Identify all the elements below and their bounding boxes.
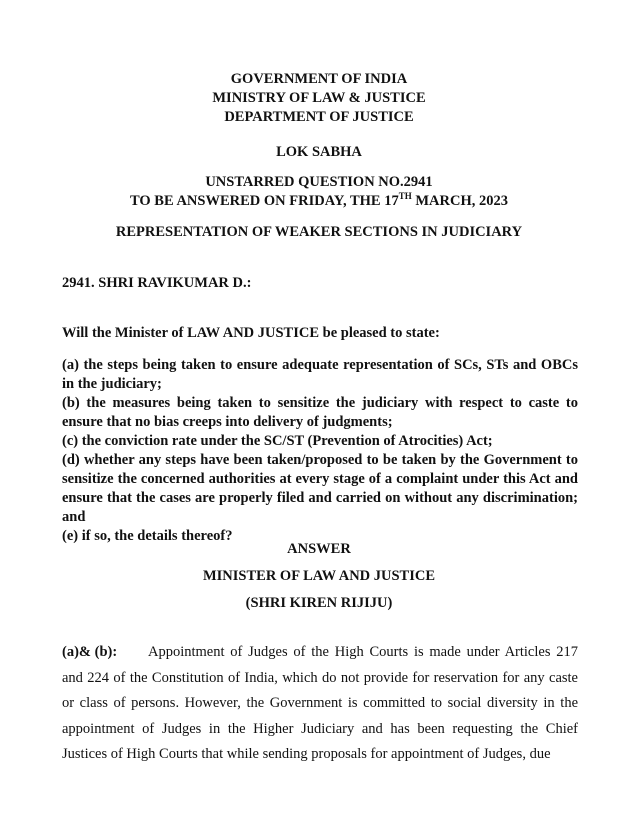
subject-title: REPRESENTATION OF WEAKER SECTIONS IN JUDICIARY <box>115 224 523 240</box>
house-name: LOK SABHA <box>276 144 362 160</box>
answer-text: Appointment of Judges of the High Courts is made under Articles 217 and 224 of the Constitution of India, which do not provide for reservation for any caste or class of persons. However, the Government is committed to social diversity in the appointment of Judges in the Higher Judiciary and has been requesting the Chief Justices of High Courts that while sending proposals for appointment of Judges, due <box>62 644 578 763</box>
ministry-header <box>0 70 638 127</box>
question-header <box>0 173 638 211</box>
header-ministry: MINISTRY OF LAW & JUSTICE <box>212 90 426 106</box>
answer-date-prefix: TO BE ANSWERED ON FRIDAY, THE 17 <box>129 193 399 209</box>
question-number: UNSTARRED QUESTION NO.2941 <box>205 174 433 190</box>
question-items <box>62 356 578 546</box>
answer-heading: ANSWER <box>287 541 351 557</box>
header-government: GOVERNMENT OF INDIA <box>230 71 408 87</box>
question-item-e: (e) if so, the details thereof? <box>62 528 233 544</box>
answer-label: (a)& (b): <box>62 644 118 660</box>
answer-date-month: MARCH, 2023 <box>411 193 508 209</box>
answer-minister-name: (SHRI KIREN RIJIJU) <box>245 595 393 611</box>
question-item-d: (d) whether any steps have been taken/proposed to be taken by the Government to sensitize the concerned authorities at every stage of a complaint under this Act and ensure that the cases are properly filed and carried on without any discrimination; and <box>62 452 578 525</box>
answer-minister: MINISTER OF LAW AND JUSTICE <box>202 568 436 584</box>
question-intro: Will the Minister of LAW AND JUSTICE be pleased to state: <box>62 325 440 341</box>
question-item-b: (b) the measures being taken to sensitize the judiciary with respect to caste to ensure that no bias creeps into delivery of judgments; <box>62 395 578 430</box>
header-department: DEPARTMENT OF JUSTICE <box>224 109 414 125</box>
answer-date-suffix-sup: TH <box>398 191 412 201</box>
answer-paragraph <box>62 640 578 768</box>
question-item-a: (a) the steps being taken to ensure adequate representation of SCs, STs and OBCs in the judiciary; <box>62 357 578 392</box>
question-item-c: (c) the conviction rate under the SC/ST (Prevention of Atrocities) Act; <box>62 433 493 449</box>
answer-date <box>0 192 638 211</box>
question-asker: 2941. SHRI RAVIKUMAR D.: <box>62 275 252 291</box>
